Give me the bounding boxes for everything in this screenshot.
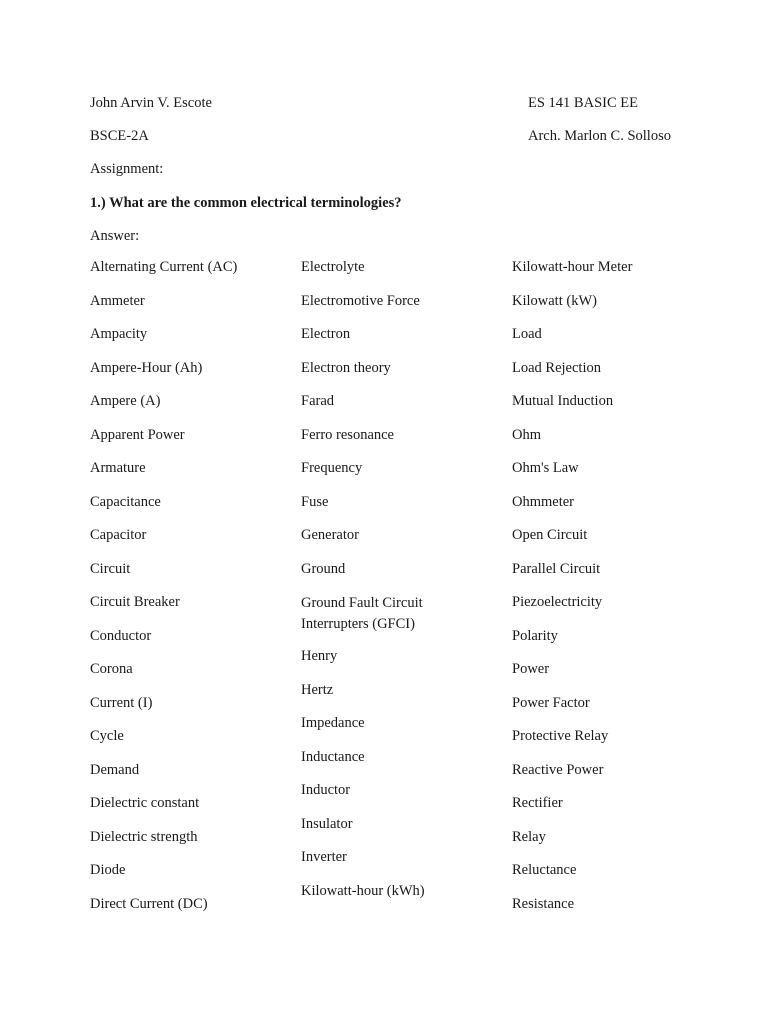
term-item: Load: [512, 326, 542, 342]
term-item: Ground Fault Circuit Interrupters (GFCI): [301, 595, 423, 632]
term-item: Direct Current (DC): [90, 895, 208, 912]
term-item: Capacitance: [90, 493, 161, 510]
term-item: Circuit Breaker: [90, 594, 180, 610]
term-item: Capacitor: [90, 527, 147, 543]
term-item: Ammeter: [90, 292, 145, 309]
term-item: Current (I): [90, 694, 153, 711]
term-item: Dielectric strength: [90, 828, 198, 845]
term-item: Demand: [90, 761, 140, 778]
term-item: Dielectric constant: [90, 795, 200, 811]
term-item: Mutual Induction: [512, 393, 614, 409]
term-item: Rectifier: [512, 795, 563, 811]
term-item: Inductance: [301, 748, 365, 765]
term-item: Kilowatt-hour (kWh): [301, 882, 425, 899]
answer-label: Answer:: [90, 228, 140, 244]
term-item: Frequency: [301, 460, 363, 476]
term-item: Corona: [90, 661, 133, 677]
terms-column-2: [301, 258, 481, 915]
term-item: Inductor: [301, 782, 351, 798]
terms-column-1: [90, 258, 237, 928]
term-item: Protective Relay: [512, 728, 609, 744]
term-item: Hertz: [301, 681, 334, 698]
term-item: Circuit: [90, 560, 131, 577]
term-item: Apparent Power: [90, 426, 185, 443]
term-item: Piezoelectricity: [512, 594, 603, 610]
term-item: Reactive Power: [512, 761, 604, 778]
term-item: Resistance: [512, 895, 575, 912]
term-item: Armature: [90, 460, 146, 476]
term-item: Ampere-Hour (Ah): [90, 359, 203, 376]
term-item: Fuse: [301, 493, 329, 510]
term-item: Load Rejection: [512, 359, 601, 376]
term-item: Electrolyte: [301, 259, 365, 275]
term-item: Open Circuit: [512, 527, 588, 543]
term-item: Ohm: [512, 426, 541, 443]
term-item: Ampacity: [90, 326, 148, 342]
term-item: Impedance: [301, 715, 365, 731]
term-item: Cycle: [90, 728, 124, 744]
term-item: Electron: [301, 326, 351, 342]
term-item: Ferro resonance: [301, 426, 394, 443]
term-item: Parallel Circuit: [512, 560, 601, 577]
term-item: Kilowatt-hour Meter: [512, 259, 633, 275]
term-item: Conductor: [90, 627, 152, 644]
term-item: Electromotive Force: [301, 292, 420, 309]
term-item: Relay: [512, 828, 546, 845]
term-item: Farad: [301, 393, 335, 409]
term-item: Inverter: [301, 849, 347, 865]
assignment-label: Assignment:: [90, 161, 164, 177]
instructor-name: Arch. Marlon C. Solloso: [528, 128, 671, 144]
term-item: Power Factor: [512, 694, 590, 711]
term-item: Diode: [90, 862, 126, 878]
section: BSCE-2A: [90, 128, 149, 144]
term-item: Ground: [301, 560, 346, 577]
term-item: Alternating Current (AC): [90, 259, 238, 275]
term-item: Polarity: [512, 627, 558, 644]
term-item: Electron theory: [301, 359, 391, 376]
term-item: Kilowatt (kW): [512, 292, 597, 309]
term-item: Power: [512, 661, 550, 677]
term-item: Reluctance: [512, 862, 577, 878]
term-item: Henry: [301, 648, 338, 664]
terms-column-3: [512, 258, 632, 928]
term-item: Ohm's Law: [512, 460, 579, 476]
term-item: Insulator: [301, 815, 353, 832]
term-item: Ohmmeter: [512, 493, 575, 510]
question-heading: 1.) What are the common electrical terminologies?: [90, 195, 402, 211]
term-item: Generator: [301, 527, 359, 543]
term-item: Ampere (A): [90, 393, 161, 409]
student-name: John Arvin V. Escote: [90, 95, 212, 111]
course-code: ES 141 BASIC EE: [528, 95, 638, 111]
